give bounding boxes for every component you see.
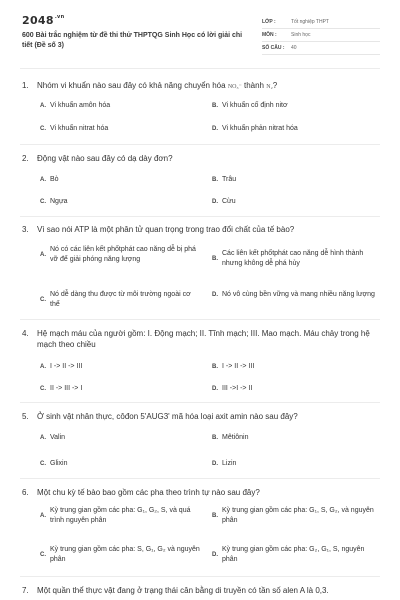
option-a[interactable]: A. Valin [40,434,66,441]
option-a[interactable]: A. Vi khuẩn amôn hóa [40,102,111,109]
question-divider [20,144,380,145]
option-b[interactable]: B. Kỳ trung gian gồm các pha: G₁, S, G₂, và nguyên phân [212,507,374,524]
header-left [22,14,244,66]
option-c[interactable]: C. II -> III -> I [40,385,83,392]
question-number: 3. [22,225,29,234]
option-d[interactable]: D. III ->I -> II [212,385,253,392]
meta-key: SỐ CÂU : [262,45,285,51]
option-c[interactable]: C. Glixin [40,460,68,467]
question-divider [20,216,380,217]
question-text: Vì sao nói ATP là một phân tử quan trọng trong trao đổi chất của tế bào? [37,225,295,234]
option-b[interactable]: B. Mêtiônin [212,434,249,441]
question-text: Nhóm vi khuẩn nào sau đây có khả năng chuyển hóa NO₃⁻ thành N₂? [37,81,278,90]
document-title: 600 Bài trắc nghiệm từ đề thi thử THPTQG Sinh Học có lời giải chi tiết (Đề số 3) [22,32,243,49]
question-divider [20,402,380,403]
option-b[interactable]: B. Các liên kết phốtphát cao năng dễ hình thành nhưng không dễ phá hủy [212,250,364,267]
question-number: 1. [22,81,29,90]
question-7 [22,585,382,596]
question-divider [20,478,380,479]
question-text: Ở sinh vật nhân thực, côđon 5'AUG3' mã hóa loại axit amin nào sau đây? [37,412,298,421]
question-4 [22,328,382,350]
question-6 [22,487,382,498]
question-text: Động vật nào sau đây có dạ dày đơn? [37,154,173,163]
meta-value: 40 [291,45,297,51]
option-a[interactable]: A. Kỳ trung gian gồm các pha: G₁, G₂, S, và quá trình nguyên phân [40,507,191,524]
question-divider [20,576,380,577]
meta-value: Sinh học [291,32,311,38]
option-c[interactable]: C. Vi khuẩn nitrat hóa [40,125,109,132]
question-number: 2. [22,154,29,163]
document-header [22,14,380,66]
meta-value: Tốt nghiệp THPT [291,19,329,25]
option-d[interactable]: D. Nó vô cùng bền vững và mang nhiều năng lượng [212,291,375,298]
question-number: 4. [22,329,29,338]
question-1 [22,80,382,93]
meta-row-subject [262,29,380,42]
option-a[interactable]: A. Bò [40,176,59,183]
option-b[interactable]: B. Trâu [212,176,237,183]
question-text: Một quần thể thực vật đang ở trạng thái cân bằng di truyền có tần số alen A là 0,3. [37,586,329,595]
question-text: Một chu kỳ tế bào bao gồm các pha theo trình tự nào sau đây? [37,488,260,497]
question-number: 5. [22,412,29,421]
option-b[interactable]: B. I -> II -> III [212,363,255,370]
option-b[interactable]: B. Vi khuẩn cố định nitơ [212,102,288,109]
meta-key: MÔN : [262,32,277,38]
question-5 [22,411,382,422]
question-number: 7. [22,586,29,595]
option-c[interactable]: C. Nó dễ dàng thu được từ môi trường ngoài cơ thể [40,291,191,308]
header-divider [20,68,380,69]
option-c[interactable]: C. Ngựa [40,198,68,205]
meta-row-class [262,16,380,29]
formula-nitrogen: N₂ [266,84,273,90]
option-a[interactable]: A. I -> II -> III [40,363,83,370]
option-d[interactable]: D. Vi khuẩn phản nitrat hóa [212,125,298,132]
site-logo[interactable]: $2048^{.vn}$ [22,14,65,27]
meta-key: LỚP : [262,19,276,25]
option-a[interactable]: A. Nó có các liên kết phốtphát cao năng dễ bị phá vỡ để giải phóng năng lượng [40,246,196,263]
option-d[interactable]: D. Cừu [212,198,236,205]
question-number: 6. [22,488,29,497]
option-c[interactable]: C. Kỳ trung gian gồm các pha: S, G₁, G₂ và nguyên phân [40,546,200,563]
option-d[interactable]: D. Kỳ trung gian gồm các pha: G₂, G₁, S, nguyên phân [212,546,365,563]
header-meta [262,16,380,66]
question-2 [22,153,382,164]
formula-nitrate: NO₃⁻ [227,84,242,90]
question-3 [22,224,382,235]
question-text: Hệ mạch máu của người gồm: I. Động mạch; II. Tĩnh mạch; III. Mao mạch. Máu chảy trong hệ mạch theo chiều [37,329,370,349]
meta-row-count [262,42,380,55]
option-d[interactable]: D. Lizin [212,460,237,467]
question-divider [20,319,380,320]
